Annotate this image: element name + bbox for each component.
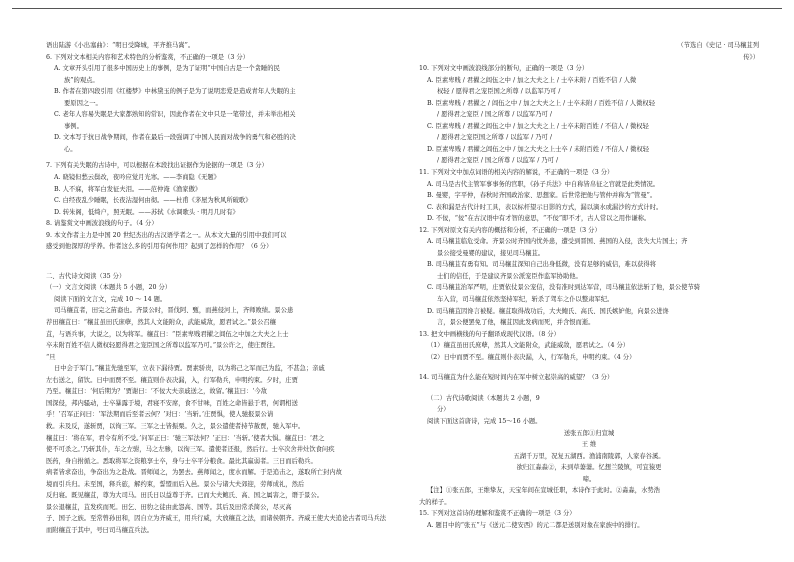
text-line: 族”的观点。 <box>64 76 99 84</box>
text-line: 国深侵，邦内骚动，士卒暴露于境，君寝不安席，食不甘味，百姓之命皆悬于君，何谓相送 <box>46 399 298 407</box>
left-column <box>46 40 392 536</box>
text-line: 分） <box>437 406 450 414</box>
text-line: 阅读下面的文言文，完成 10 ～ 14 题。 <box>54 295 167 303</box>
text-line: C. 老年人容易失眠是大家都熟知的常识，因此作者在文中只是一笔带过，并未举出相关 <box>54 111 296 119</box>
text-line: D. 臣素卑贱 / 君擢之闾伍之中 / 加之大夫之上士卒 / 未附百姓 / 不信人 / 微权轻 <box>427 145 650 153</box>
text-line: 王 维 <box>581 441 597 449</box>
text-line: 日中会于军门。”穰苴先驰至军，立表下漏待贾。贾素骄贵，以为将己之军而己为监，不甚急；亲戚 <box>54 365 325 373</box>
text-line: 7. 下列有关失眠的古诗中，可以根据在本段找出证据作为论据的一项是（3 分） <box>46 162 268 170</box>
text-line: / 愿得君之宠臣 / 国之所尊 / 以监军 / 乃可 / <box>437 157 559 165</box>
top-rule <box>12 8 782 9</box>
text-line: C. 白经夜乱少睡眠，长夜沾湿何由彻。——杜甫《茅屋为秋风所破歌》 <box>54 197 252 205</box>
right-column <box>419 40 759 531</box>
text-line: 【注】①张五郎，王维挚友，天宝年间在宣城任职，本诗作于此时。②淼淼，水势浩 <box>427 487 660 495</box>
text-line: 语出陆游《小出塞曲》：“明日受降城，平齐推马嵩”。 <box>46 42 195 49</box>
text-line: 荐田穰苴曰：“穰苴虽田氏庶孽，然其人文能附众，武能威敌，愿君试之。”景公召穰 <box>46 319 276 327</box>
text-line: C. 司马穰苴治军严明，庄贾依仗景公宠信，没有准时到达军营，司马穰苴依法斩了他，景公使节骑 <box>427 284 701 292</box>
text-line: 使不可杀之。’乃斩其仆，车之左驸，马之左骖，以徇三军。遣使者还报，然后行。士卒次舍井灶饮食问疾 <box>46 446 335 454</box>
text-line <box>46 253 392 262</box>
text-line: 12. 下列对原文有关内容的概括和分析，不正确的一项是（3 分） <box>419 226 601 234</box>
text-line: 子、国子之族。至常曾孙田和，因自立为齐威王，用兵行威，大放穰苴之法，而诸侯朝齐。齐威王使大夫追论古者司马兵法 <box>46 515 387 523</box>
text-line: 乃至。穰苴曰：‘何后期为？’贾谢曰：‘不佞大夫亲戚送之，故留。’穰苴曰：‘今敌 <box>46 388 267 396</box>
text-line: 五湖千万里，况复五湖西。渔浦南陵郭，人家春谷溪。 <box>513 452 665 460</box>
text-line: 心。 <box>64 145 77 153</box>
text-line: A. 司马是古代主管军事事务的官职，《孙子兵法》中自称皆帛征之官就是此类情况。 <box>427 180 660 188</box>
text-line: 言，景公便罢免了他，穰苴因此发病而死，并含恨而逝。 <box>437 319 595 327</box>
text-line: A. 臣素卑贱 / 君擢之闾伍之中 / 加之大夫之上 / 士卒未附 / 百姓不信 / 人微 <box>427 76 637 84</box>
text-line: 景公接受曼婴的建议，接见司马穰苴。 <box>437 249 545 257</box>
text-line: 医药，身自拊循之。悉取将军之资粮享士卒，身与士卒平分粮食。最比其羸弱者。三日而后勒兵。 <box>46 457 317 465</box>
text-line: 景公退穰苴，苴发疾而死。田乞、田豹之徒由此怨高、国等。其后及田常杀简公，尽灭高 <box>46 503 292 511</box>
text-line: 卒未附百姓不信人微权轻愿得君之宠臣国之所尊以监军乃可。”景公许之，使庄贾往。 <box>46 342 280 350</box>
text-line: 司马穰苴者，田完之苗裔也。齐景公时，晋伐阿、甄，而燕侵河上，齐师败绩。景公患 <box>54 307 294 315</box>
text-line: （一）文言文阅读（本题共 5 小题，20 分） <box>46 284 172 292</box>
text-line: B. 臣素卑贱 / 君擢之 / 闾伍之中 / 加之大夫之上 / 士卒未附 / 百姓不信 / 人微权轻 <box>427 99 655 107</box>
text-line: B. 人不寐，将军白发征夫泪。——范仲淹《渔家傲》 <box>54 185 202 193</box>
text-line: 阅读下面这首唐诗，完成 15～16 小题。 <box>427 417 542 425</box>
text-line: 10. 下列对文中画波浪线部分的断句，正确的一项是（3 分） <box>419 65 589 73</box>
text-line: 反归寝。既见穰苴，尊为大司马。田氏日以益尊于齐。已而大夫鲍氏、高、国之属害之，谮于景公。 <box>46 492 324 500</box>
text-line: 病者皆求奋出，争奋出为之赴战。晋师闻之，为罢去。燕师闻之，度水而解。于是追击之，遂取所亡封内故 <box>46 469 342 477</box>
text-line: 而附穰苴于其中，号曰司马穰苴兵法。 <box>46 526 154 534</box>
text-line: 11. 下列对文中加点词语的相关内容的解说，不正确的一项是（3 分） <box>419 169 614 177</box>
text-line: （节选自《史记 · 司马穰苴列 <box>677 42 759 49</box>
text-line: / 愿得君之宠臣国之所尊 / 以监军 / 乃可 / <box>437 134 552 142</box>
text-line: D. 司马穰苴因谗言被疑。穰苴取得战功后，大夫鲍氏、高氏、国氏嫉妒他，向景公进谗 <box>427 307 669 315</box>
text-line: A. 文章开头引用了很多中国历史上的事例，是为了证明“中国自古是一个贪睡的民 <box>54 65 280 73</box>
text-line: B. 作者在第四段引用《红楼梦》中林黛玉的例子是为了说明恋爱是造成青年人失眠的主 <box>54 88 296 96</box>
text-line: 事例。 <box>64 122 83 130</box>
text-line: 6. 下列对文本相关内容和艺术特色的分析鉴赏，不正确的一项是（3 分） <box>46 53 249 61</box>
text-line: 9. 本文作者主力是中国 20 世纪杰出的古汉语学者之一。从本文大量的引用中我们可以 <box>46 231 287 239</box>
text-line: 欲归江淼淼②，未到草萋萋。忆想兰陵镇，可宜猿更 <box>516 464 662 472</box>
text-line: 传》） <box>743 53 759 61</box>
text-line: （二）古代诗歌阅读（本题共 2 小题，9 <box>427 394 540 402</box>
text-line: 感受到他深厚的学养。作者这么多的引用有何作用？起到了怎样的作用？（6 分） <box>46 243 273 251</box>
text-line: 大的样子。 <box>419 498 451 506</box>
text-line <box>46 262 392 271</box>
text-line: B. 曼婴，字平仲，春秋时齐国政治家、思想家。后世常把他与管仲并称为“管曼”。 <box>427 192 657 200</box>
text-line: D. 转朱阁，低绮户，照无眠。——苏轼《水调歌头 · 明月几时有》 <box>54 208 239 216</box>
text-line: 左右送之，留饮。日中而贾不至。穰苴则仆表决漏，入，行军勒兵，申明约束。夕时，庄贾 <box>46 376 298 384</box>
text-line: 士们的信任，于是建议齐景公派宠臣作监军协助他。 <box>437 272 582 280</box>
text-line: A. 司马穰苴临危受命。齐景公时齐国内忧外患，遭受到晋国、燕国的入侵，丧失大片国土；齐 <box>427 238 688 246</box>
text-line: 啼。 <box>582 475 596 483</box>
text-line: A. 题目中的“张五”与《送元二使安西》的元二都是送别对象在家族中的排行。 <box>427 521 644 529</box>
text-line: 苴，与语兵事，大说之，以为将军。穰苴曰：“臣素卑贱君擢之闾伍之中加之大夫之上士 <box>46 330 289 338</box>
text-line: D. 不佞，“佞”在古汉语中有才智的意思，“不佞”即不才，古人常以之用作谦称。 <box>427 215 651 223</box>
text-line: 送张五郎①归宣城 <box>563 429 615 437</box>
text-line: 境而引兵归。未至国，释兵旅，解约束，誓盟而后入邑。景公与诸大夫郊迎，劳师成礼，然后 <box>46 480 305 488</box>
text-line: 15. 下列对这首诗的理解和鉴赏不正确的一项是（3 分） <box>419 510 576 518</box>
text-line: 权轻 / 愿得君之宠臣国之所尊 / 以监军乃可 / <box>437 88 561 96</box>
text-line <box>419 384 759 393</box>
text-line: 穰苴曰：‘将在军，君令有所不受。’问军正曰：‘驰三军法何？’正曰：‘当斩。’使者大惧。穰苴曰：‘君之 <box>46 434 325 442</box>
text-line: 乎！’召军正问曰：‘军法期而后至者云何？’对曰：‘当斩。’庄贾惧，使人驰报景公请 <box>46 411 274 419</box>
text-line: “旦 <box>46 353 56 361</box>
text-line: 二、古代诗文阅读（35 分） <box>46 272 126 280</box>
text-line: 13. 把文中画横线的句子翻译成现代汉语。（8 分） <box>419 330 560 338</box>
text-line: B. 司马穰苴有勇有知。司马穰苴深知自己出身低微，没有足够的威信，难以获得将 <box>427 261 657 269</box>
text-line: A. 晓镜但愁云鬓改，夜吟应觉月光寒。——李商隐《无题》 <box>54 174 220 182</box>
text-line: （2）日中而贾不至。穰苴则仆表决漏，入，行军勒兵，申明约束。（4 分） <box>427 353 636 361</box>
text-line: C. 臣素卑贱 / 君擢之闾伍之中 / 加之大夫之上 / 士卒未附百姓 / 不信人 / 微权轻 <box>427 122 649 130</box>
text-line: 车入营，司马穰苴依然坚持军纪，斩杀了驾车之仆以整肃军纪。 <box>437 296 614 304</box>
text-line: C. 表和漏是古代计时工具，表以标杆望示日影的方式，漏以滴水或漏沙的方式计时。 <box>427 203 663 211</box>
text-line: 8. 请鉴赏文中画波浪线的句子。（4 分） <box>46 220 158 228</box>
text-line: D. 文本写于抗日战争期间，作者在最后一段强调了中国人民面对战争的勇气和必胜的决 <box>54 134 296 142</box>
text-line: （1）穰苴虽田氏庶孽，然其人文能附众，武能威敌，愿君试之。（4 分） <box>427 342 630 350</box>
text-line: / 愿得君之宠臣 / 国之所尊 / 以监军乃可 / <box>437 111 552 119</box>
text-line <box>419 363 759 372</box>
text-line: 救。未及反，遂斩贾，以徇三军。三军之士皆振栗。久之，景公遣使者持节赦贾，驰入军中。 <box>46 422 305 430</box>
text-line: 要原因之一。 <box>64 99 102 107</box>
text-line: 14. 司马穰苴为什么能在短时间内在军中树立起崇高的威望？（3 分） <box>419 374 614 382</box>
